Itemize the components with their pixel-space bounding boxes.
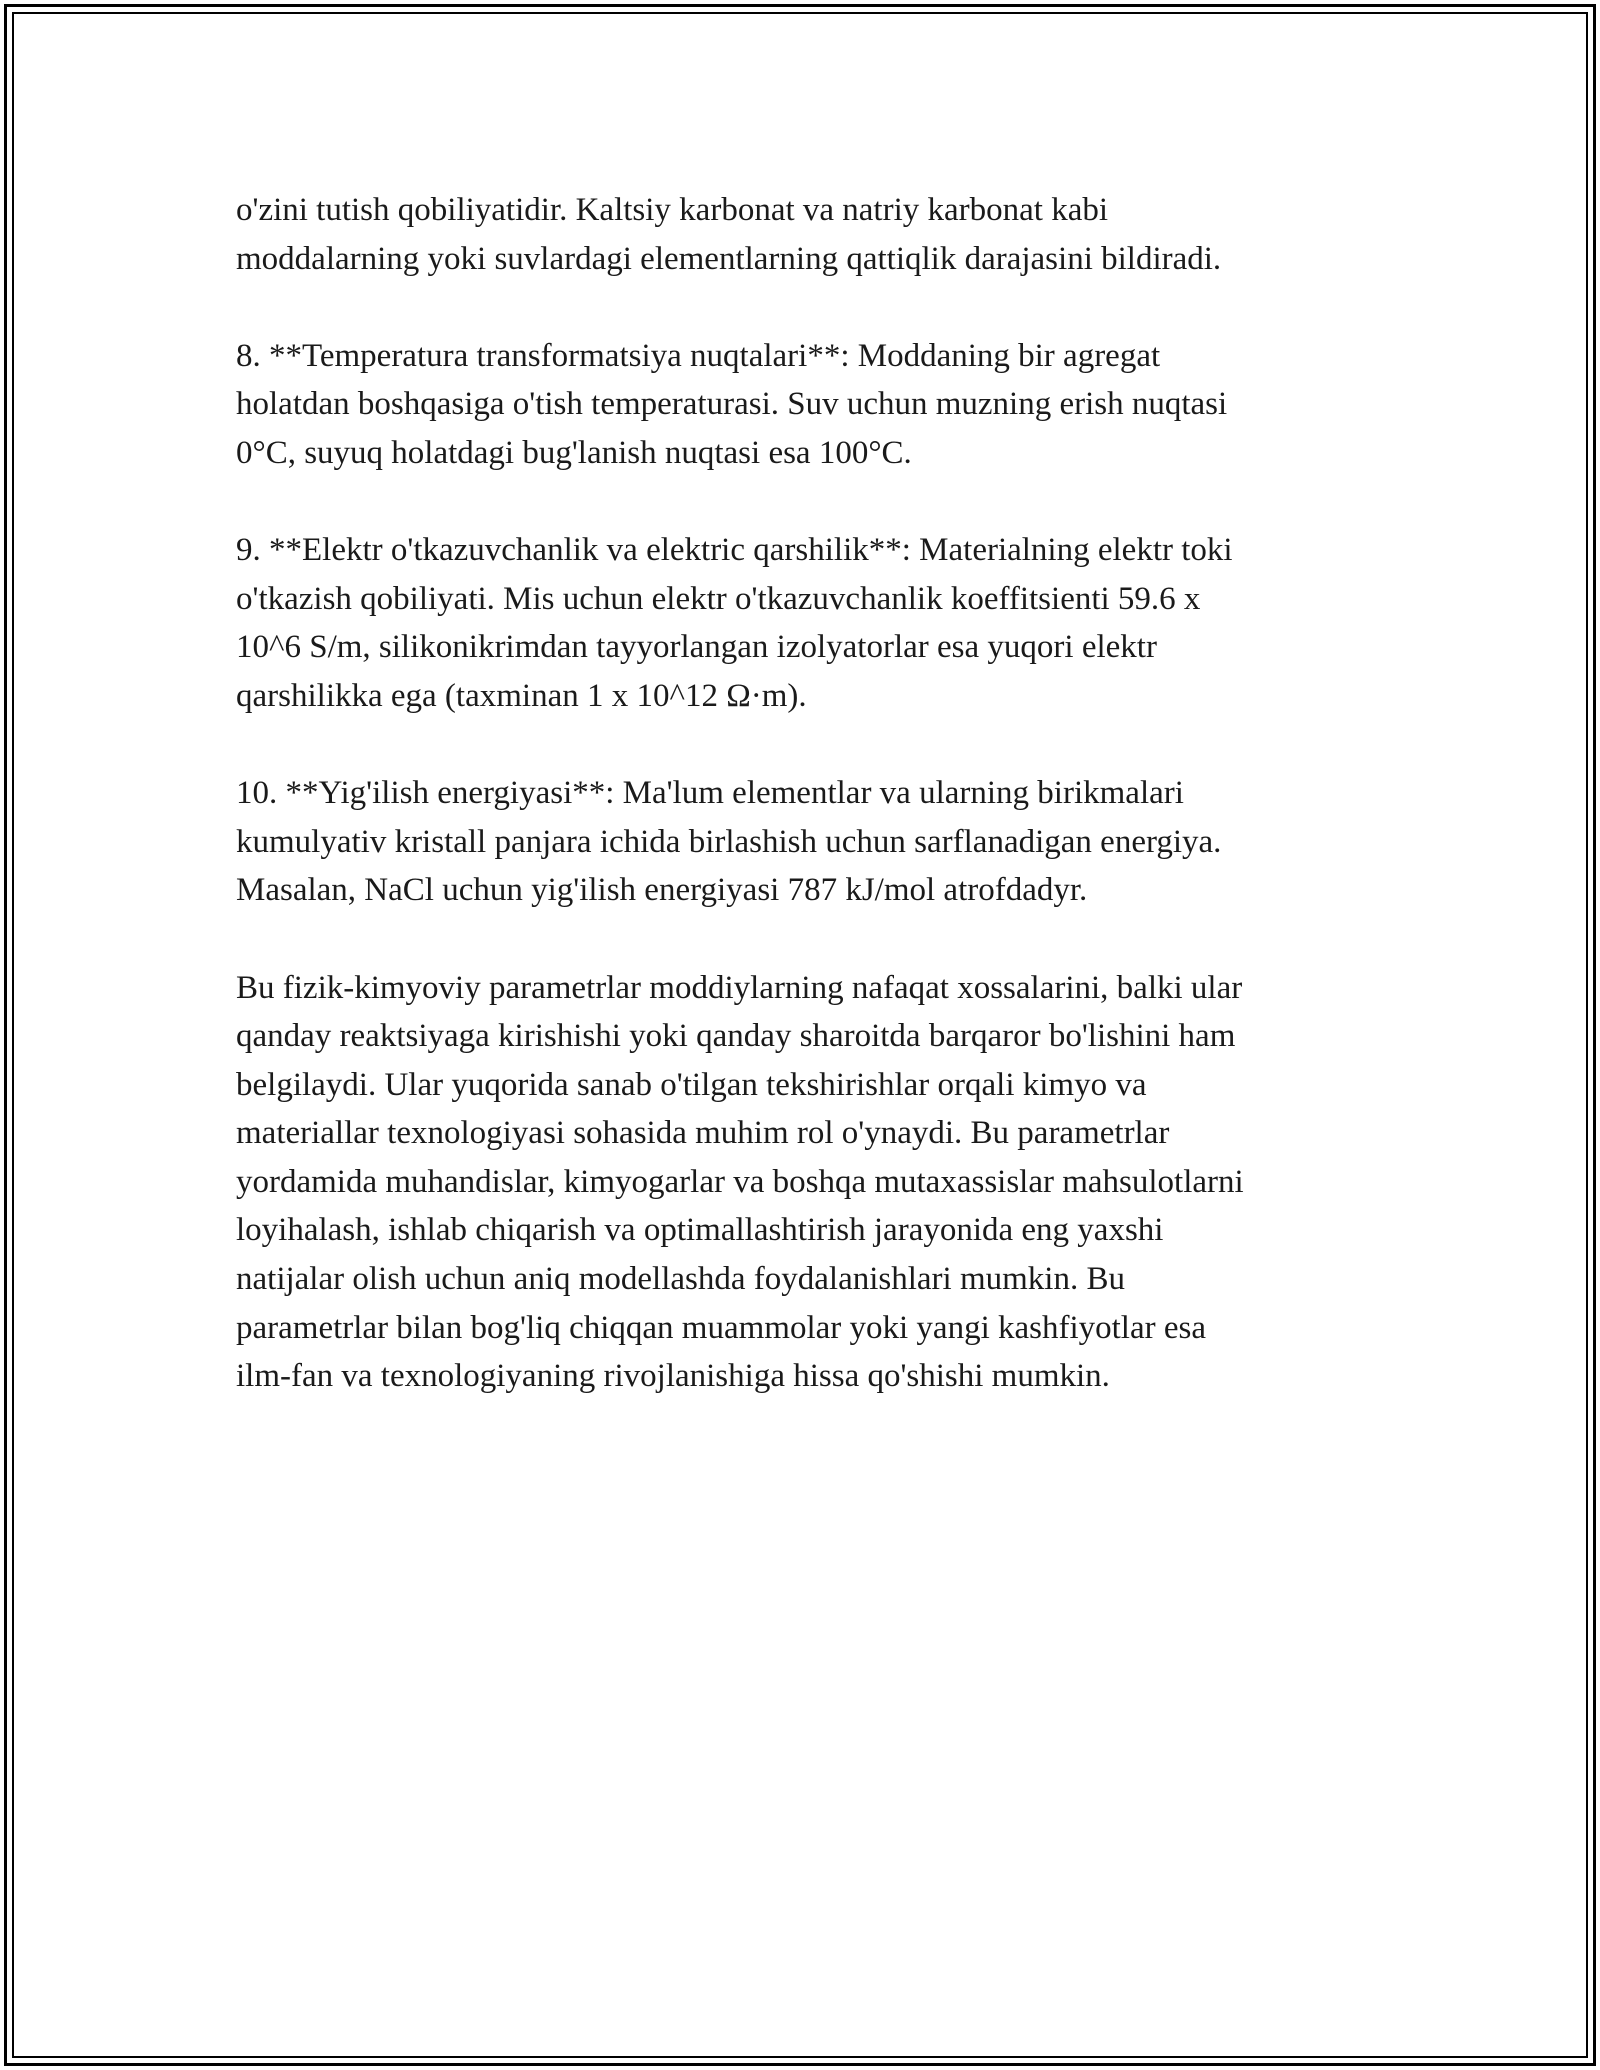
paragraph-conclusion: Bu fizik-kimyoviy parametrlar moddiylarning nafaqat xossalarini, balki ular qanday reaktsiyaga kirishishi yoki qanday sharoitda barqaror bo'lishini ham belgilaydi. Ular yuqorida sanab o'tilgan tekshirishlar orqali kimyo va materiallar texnologiyasi sohasida muhim rol o'ynaydi. Bu parametrlar yordamida muhandislar, kimyogarlar va boshqa mutaxassislar mahsulotlarni loyihalash, ishlab chiqarish va optimallashtirish jarayonida eng yaxshi natijalar olish uchun aniq modellashda foydalanishlari mumkin. Bu parametrlar bilan bog'liq chiqqan muammolar yoki yangi kashfiyotlar esa ilm-fan va texnologiyaning rivojlanishiga hissa qo'shishi mumkin. [236, 969, 1244, 1395]
paragraph-electrical-conductivity: 9. **Elektr o'tkazuvchanlik va elektric qarshilik**: Materialning elektr toki o'tkazish qobiliyati. Mis uchun elektr o'tkazuvchanlik koeffitsienti 59.6 x 10^6 S/m, silikonikrimdan tayyorlangan izolyatorlar esa yuqori elektr qarshilikka ega (taxminan 1 x 10^12 Ω·m). [236, 532, 1233, 714]
document-body [236, 186, 1376, 1449]
paragraph-temperature-points: 8. **Temperatura transformatsiya nuqtalari**: Moddaning bir agregat holatdan boshqasiga o'tish temperaturasi. Suv uchun muzning erish nuqtasi 0°C, suyuq holatdagi bug'lanish nuqtasi esa 100°C. [236, 337, 1228, 471]
paragraph-lattice-energy: 10. **Yig'ilish energiyasi**: Ma'lum elementlar va ularning birikmalari kumulyativ kristall panjara ichida birlashish uchun sarflanadigan energiya. Masalan, NaCl uchun yig'ilish energiyasi 787 kJ/mol atrofdadyr. [236, 775, 1222, 909]
paragraph-hardness-continuation: o'zini tutish qobiliyatidir. Kaltsiy karbonat va natriy karbonat kabi moddalarning yoki suvlardagi elementlarning qattiqlik darajasini bildiradi. [236, 192, 1222, 277]
